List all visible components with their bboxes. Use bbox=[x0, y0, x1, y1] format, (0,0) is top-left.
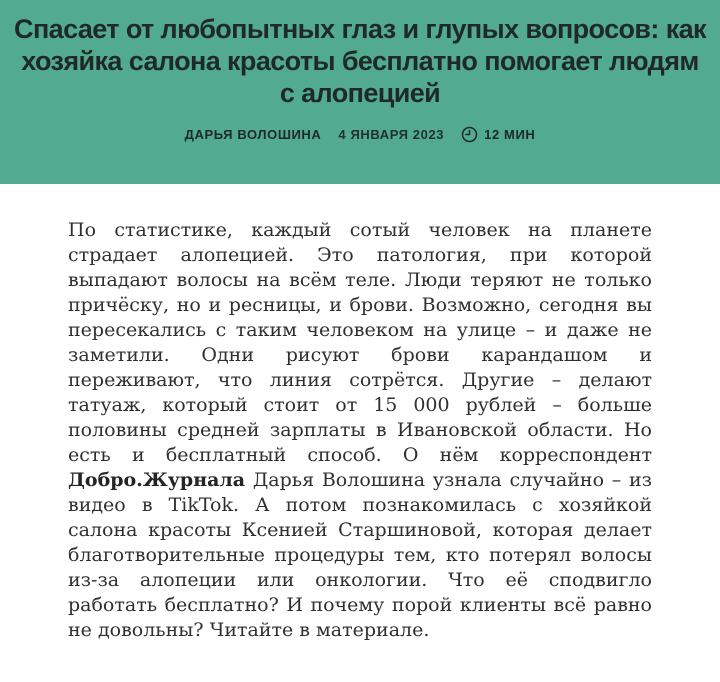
paragraph-text-lead: По статистике, каждый сотый человек на планете страдает алопецией. Это патология, при которой выпадают волосы на всём теле. Люди теряют не только причёску, но и ресницы, и брови. Возможно, сегодня вы пересекались с таким человеком на улице – и даже не заметили. Одни рисуют брови карандашом и переживают, что линия сотрётся. Другие – делают татуаж, который стоит от 15 000 рублей – больше половины средней зарплаты в Ивановской области. Но есть и бесплатный способ. О нём корреспондент bbox=[68, 219, 652, 466]
paragraph-text-rest: Дарья Волошина узнала случайно – из видео в TikTok. А потом познакомилась с хозяйкой салона красоты Ксенией Старшиновой, которая делает благотворительные процедуры тем, кто потерял волосы из-за алопеции или онкологии. Что её сподвигло работать бесплатно? И почему порой клиенты всё равно не довольны? Читайте в материале. bbox=[68, 469, 652, 641]
author-link[interactable]: ДАРЬЯ ВОЛОШИНА bbox=[184, 127, 322, 142]
article-body bbox=[0, 184, 720, 643]
article-title: Спасает от любопытных глаз и глупых вопросов: как хозяйка салона красоты бесплатно помогает людям с алопецией bbox=[14, 14, 706, 108]
article-byline bbox=[0, 126, 720, 143]
publish-date: 4 ЯНВАРЯ 2023 bbox=[338, 127, 445, 142]
article-paragraph bbox=[68, 218, 652, 643]
read-time bbox=[461, 126, 535, 143]
read-time-label: 12 МИН bbox=[484, 127, 536, 142]
brand-name-bold: Добро.Журнала bbox=[68, 469, 246, 491]
article-header bbox=[0, 0, 720, 184]
clock-icon bbox=[461, 126, 478, 143]
